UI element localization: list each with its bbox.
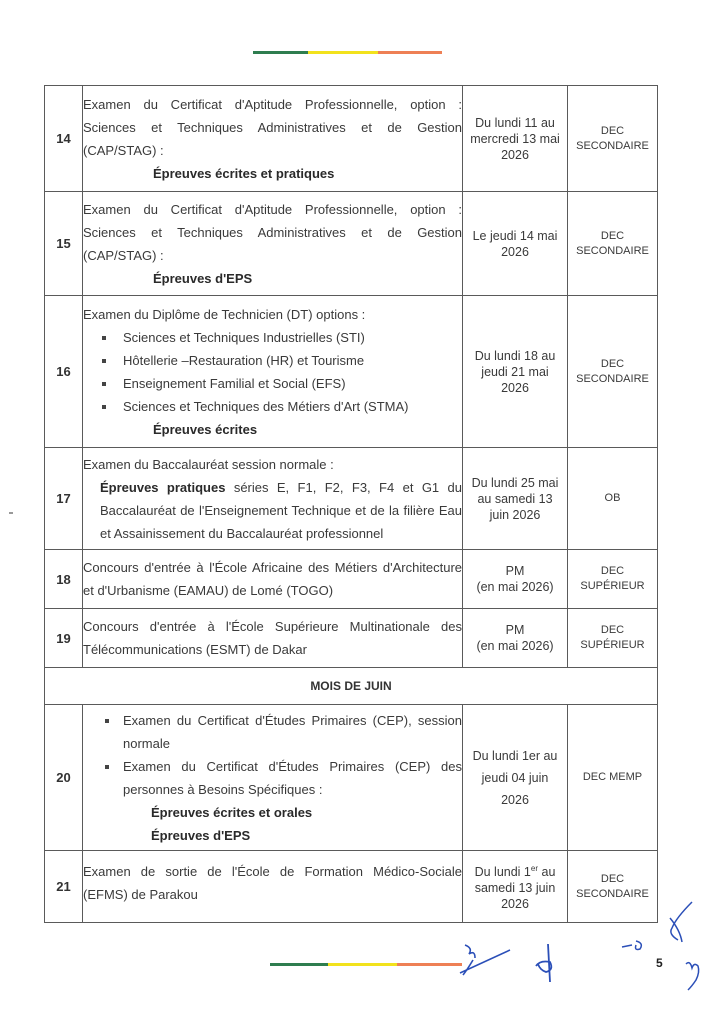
responsible-body — [568, 705, 658, 851]
stripe-yellow — [328, 963, 397, 966]
exam-description — [83, 192, 463, 296]
row-number: 21 — [45, 851, 83, 923]
exam-date — [463, 448, 568, 550]
row-number: 14 — [45, 86, 83, 192]
list-item: Examen du Certificat d'Études Primaires (CEP) des personnes à Besoins Spécifiques : — [83, 755, 462, 801]
section-row — [45, 668, 658, 705]
date-line: 2026 — [501, 792, 529, 807]
page-number: 5 — [656, 956, 663, 970]
date-line: (en mai 2026) — [476, 580, 554, 594]
date-line: 2026 — [501, 147, 529, 162]
scan-mark — [9, 512, 13, 514]
exam-event-type: Épreuves d'EPS — [153, 270, 253, 286]
table-row — [45, 86, 658, 192]
exam-event-type: Épreuves écrites et orales — [151, 804, 313, 820]
row-number: 18 — [45, 550, 83, 609]
options-list — [83, 326, 462, 418]
exam-event-type: Épreuves pratiques — [100, 479, 226, 495]
exam-date — [463, 550, 568, 609]
list-item: Examen du Certificat d'Études Primaires (CEP), session normale — [83, 709, 462, 755]
list-item: Hôtellerie –Restauration (HR) et Tourisme — [83, 349, 462, 372]
section-heading-june: MOIS DE JUIN — [45, 668, 658, 705]
stripe-orange — [378, 51, 442, 54]
table-row — [45, 550, 658, 609]
resp-line: SUPÉRIEUR — [580, 580, 645, 592]
flag-stripe-top — [253, 51, 442, 54]
resp-line: DEC — [600, 357, 625, 370]
responsible-body — [568, 192, 658, 296]
stripe-green — [270, 963, 328, 966]
date-line: jeudi 21 mai — [481, 364, 549, 379]
exam-date — [463, 296, 568, 448]
exam-title: Examen du Certificat d'Aptitude Professionnelle, option : Sciences et Techniques Administratives et de Gestion (CAP/STAG) : — [83, 201, 462, 263]
exam-description: Examen de sortie de l'École de Formation Médico-Sociale (EFMS) de Parakou — [83, 851, 463, 923]
row-number: 15 — [45, 192, 83, 296]
date-line: PM — [505, 623, 525, 637]
date-text: au — [538, 865, 556, 880]
exam-title: Examen du Certificat d'Aptitude Professionnelle, option : Sciences et Techniques Administratives et de Gestion (CAP/STAG) : — [83, 96, 462, 158]
resp-line: DEC — [600, 229, 625, 242]
responsible-body — [568, 448, 658, 550]
signature-initials-5-icon — [682, 958, 712, 992]
resp-line: DEC — [600, 124, 625, 137]
responsible-body — [568, 851, 658, 923]
date-line: juin 2026 — [489, 507, 541, 522]
date-line — [463, 861, 567, 880]
table-row — [45, 192, 658, 296]
exam-schedule-table — [44, 85, 658, 923]
date-line: (en mai 2026) — [476, 639, 554, 653]
exam-description — [83, 448, 463, 550]
signature-initials-3-icon — [620, 935, 650, 957]
resp-line: SUPÉRIEUR — [580, 639, 645, 651]
resp-line: DEC — [600, 872, 625, 885]
resp-line: DEC — [600, 624, 625, 636]
date-line: 2026 — [501, 897, 529, 912]
responsible-body — [568, 609, 658, 668]
exam-event-type: Épreuves écrites — [153, 421, 258, 437]
list-item: Enseignement Familial et Social (EFS) — [83, 372, 462, 395]
signature-initials-1-icon — [455, 940, 535, 990]
exam-description — [83, 296, 463, 448]
list-item: Sciences et Techniques des Métiers d'Art (STMA) — [83, 395, 462, 418]
date-line: mercredi 13 mai — [470, 131, 560, 146]
resp-line: DEC MEMP — [582, 771, 643, 783]
date-line: jeudi 04 juin — [481, 770, 549, 785]
stripe-yellow — [308, 51, 378, 54]
stripe-orange — [397, 963, 462, 966]
exam-title: Examen du Baccalauréat session normale : — [83, 456, 334, 472]
date-line: 2026 — [501, 244, 529, 259]
resp-line: SECONDAIRE — [576, 887, 649, 900]
responsible-body — [568, 86, 658, 192]
resp-line: OB — [604, 492, 621, 504]
table-row — [45, 296, 658, 448]
exam-event-type: Épreuves d'EPS — [151, 827, 251, 843]
table-row — [45, 851, 658, 923]
exam-date — [463, 86, 568, 192]
date-line: Du lundi 25 mai — [471, 475, 559, 490]
exam-series: séries E, F1, F2, F3, F4 et G1 du Baccalauréat de l'Enseignement Technique et de la filière Eau et Assainissement du Baccalauréat professionnel — [100, 479, 462, 541]
exam-date — [463, 609, 568, 668]
exam-description — [83, 705, 463, 851]
responsible-body — [568, 550, 658, 609]
exam-description: Concours d'entrée à l'École Supérieure Multinationale des Télécommunications (ESMT) de Dakar — [83, 609, 463, 668]
exam-list — [83, 709, 462, 801]
row-number: 16 — [45, 296, 83, 448]
date-line: samedi 13 juin — [474, 881, 556, 896]
exam-description — [83, 86, 463, 192]
date-line: Du lundi 11 au — [475, 115, 555, 130]
signature-initials-4-icon — [662, 900, 702, 950]
flag-stripe-bottom — [270, 963, 462, 966]
exam-event-type: Épreuves écrites et pratiques — [153, 165, 335, 181]
signature-initials-2-icon — [528, 942, 568, 984]
row-number: 17 — [45, 448, 83, 550]
exam-title: Examen du Diplôme de Technicien (DT) options : — [83, 306, 366, 322]
resp-line: SECONDAIRE — [576, 372, 649, 385]
date-line: au samedi 13 — [477, 491, 553, 506]
date-line: 2026 — [501, 380, 529, 395]
date-line: Le jeudi 14 mai — [472, 228, 558, 243]
exam-detail — [83, 476, 462, 545]
date-line: Du lundi 18 au — [474, 348, 556, 363]
exam-description: Concours d'entrée à l'École Africaine des Métiers d'Architecture et d'Urbanisme (EAMAU) de Lomé (TOGO) — [83, 550, 463, 609]
table-row — [45, 705, 658, 851]
exam-date — [463, 705, 568, 851]
list-item: Sciences et Techniques Industrielles (STI) — [83, 326, 462, 349]
table-row — [45, 448, 658, 550]
stripe-green — [253, 51, 308, 54]
row-number: 19 — [45, 609, 83, 668]
responsible-body — [568, 296, 658, 448]
date-superscript: er — [530, 863, 539, 873]
resp-line: SECONDAIRE — [576, 139, 649, 152]
exam-date — [463, 851, 568, 923]
resp-line: DEC — [600, 565, 625, 577]
date-line: Du lundi 1er au — [472, 748, 558, 763]
date-text: Du lundi 1 — [474, 865, 531, 880]
date-line: PM — [505, 564, 525, 578]
row-number: 20 — [45, 705, 83, 851]
table-row — [45, 609, 658, 668]
exam-date — [463, 192, 568, 296]
resp-line: SECONDAIRE — [576, 244, 649, 257]
